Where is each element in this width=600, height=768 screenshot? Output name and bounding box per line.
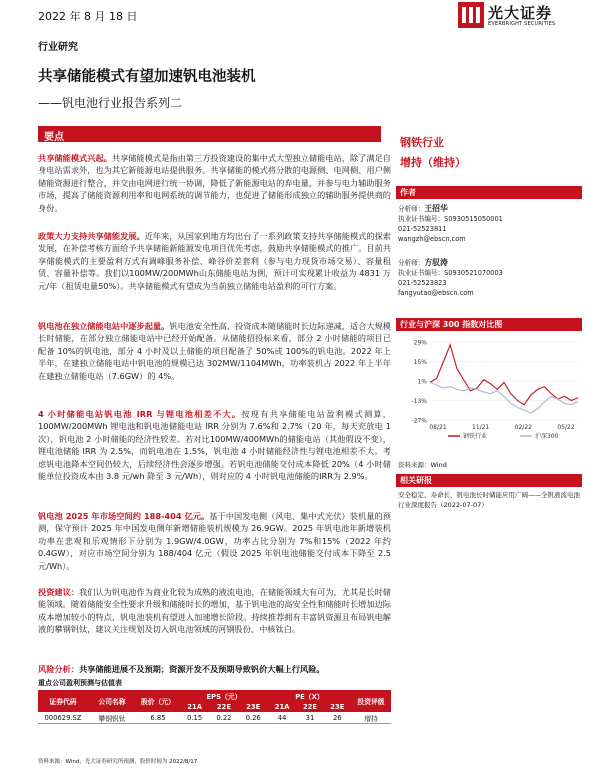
- x-tick-label: 05/22: [557, 424, 575, 431]
- table-header-cell: 23E: [324, 701, 351, 712]
- chart-heading: 行业与沪深 300 指数对比图: [400, 320, 503, 329]
- analyst-license: 执业证书编号：S0930515050001: [398, 215, 503, 223]
- industry-name: 钢铁行业: [400, 136, 444, 149]
- report-category: 行业研究: [38, 42, 78, 53]
- y-tick-label: 1%: [417, 378, 427, 386]
- analyst-name: 方驭涛: [424, 258, 448, 267]
- table-header-cell: 22E: [296, 701, 323, 712]
- x-tick-label: 11/21: [472, 424, 490, 431]
- authors-heading-bar: [396, 186, 582, 199]
- analyst-license: 执业证书编号：S0930521070003: [398, 269, 503, 277]
- series-line: [430, 382, 578, 413]
- related-heading: 相关研报: [400, 476, 432, 485]
- analyst-email[interactable]: fangyutao@ebscn.com: [398, 289, 474, 297]
- paragraph-body: 基于中国发电侧（风电、集中式光伏）装机量的预测，保守预计 2025 年中国发电侧年新增储能装机规模为 26.9GW。2025 年钒电池年新增装机功率在悲观和乐观情形下分别为 1.9GW/4.0GW，功率占比分别为 7%和15%（2022 年约 0.4GW），对应市场空间分别为 188/404 亿元（假设 2025 年钒电池储能交付成本下降至 2.5 元/Wh）。: [38, 511, 391, 571]
- analyst-phone: 021-52523811: [398, 225, 447, 233]
- analyst-label: 分析师：: [398, 259, 425, 267]
- table-title: 重点公司盈利预测与估值表: [38, 679, 122, 687]
- related-heading-bar: [396, 474, 582, 487]
- analyst-phone: 021-52523823: [398, 279, 447, 287]
- paragraph-4: [38, 408, 391, 482]
- paragraph-3: [38, 320, 391, 382]
- paragraph-1: [38, 152, 391, 214]
- analyst-name: 王招华: [424, 204, 448, 213]
- table-cell: 44: [277, 713, 287, 722]
- paragraph-lead: 4 小时储能电站钒电池 IRR 与锂电池相差不大。: [38, 409, 242, 419]
- paragraph-lead: 共享储能模式兴起。: [38, 153, 112, 163]
- paragraph-lead: 投资建议：: [38, 587, 80, 597]
- table-header-cell: 公司名称: [88, 690, 136, 712]
- paragraph-5: [38, 510, 391, 572]
- risk-label: 风险分析：: [38, 664, 79, 674]
- table-cell: 26: [332, 713, 342, 722]
- table-cell: 0.26: [245, 713, 261, 722]
- table-header-cell: 21A: [180, 701, 209, 712]
- investment-rating: 增持（维持）: [400, 156, 466, 169]
- table-cell: 6.85: [150, 713, 166, 722]
- analyst-email[interactable]: wangzh@ebscn.com: [398, 235, 466, 243]
- paragraph-body: 近年来，从国家到地方均出台了一系列政策支持共享储能模式的探索发展，在补偿考核方面给予共享储能新能源发电项目优先考虑，鼓励共享储能模式的推广。目前共享储能模式的主要盈利方式有调峰服务补偿、峰谷价差套利（参与电力现货市场交易）、容量租赁、容量补偿等。我们以100MW/200MWh山东储能电站为例，预计可实现累计收益为 4831 万元/年（租赁电量50%）。共享储能模式有望成为当前独立储能电站盈利的可行方案。: [38, 231, 391, 291]
- legend-label: 沪深300: [535, 433, 559, 440]
- chart-heading-bar: [396, 318, 582, 331]
- paragraph-body: 按现有共享储能电站盈利模式测算，100MW/200MWh 锂电池和钒电池储能电站 IRR 分别为 7.6%和 2.7%（20 年，每天充放电 1 次），钒电池 2 小时储能的经济性较差。若对比100MW/400MWh的储能电站（其他假设不变），锂电池储能 IRR 为 2.5%，而钒电池在 1.5%，钒电池 4 小时储能经济性与锂电池相差不大。考虑钒电池降本空间仍较大，后续经济性会逐步增强。若钒电池储能交付成本降低 20%（4 小时储能单位投资成本由 3.8 元/wh 降至 3 元/Wh），则对应的 4 小时钒电池储能的IRR为 2.9%。: [38, 409, 391, 482]
- brand-name-cn: 光大证券: [488, 4, 553, 22]
- paragraph-lead: 钒电池在独立储能电站中逐步起量。: [38, 321, 170, 331]
- related-report[interactable]: 安全稳定、寿命长，钒电池长时储能应用广阔——全钒液流电池行业深度报告（2022-07-07）: [398, 491, 580, 509]
- brand-name-en: EVERBRIGHT SECURITIES: [488, 21, 556, 27]
- table-header-row: [38, 690, 391, 701]
- brand-logo: [458, 2, 598, 28]
- paragraph-body: 共享储能模式是指由第三方投资建设的集中式大型独立储能电站，除了满足自身电站需求外，也为其它新能源电站提供服务。共享储能的模式将分散的电源侧、电网侧、用户侧储能资源进行整合，并交由电网进行统一协调，降低了新能源电站的弃电量，并参与电力辅助服务市场，提高了储能资源利用率和电网系统的调节能力，也促进了储能形成独立的辅助服务提供商的身份。: [38, 153, 391, 213]
- risk-analysis: [38, 664, 325, 675]
- risk-text: 共享储能进展不及预期；资源开发不及预期导致钒价大幅上行风险。: [78, 664, 325, 674]
- table-cell: 000629.SZ: [44, 713, 82, 722]
- table-cell: 攀钢钒钛: [98, 714, 126, 723]
- table-cell: 0.15: [187, 713, 203, 722]
- paragraph-lead: 钒电池 2025 年市场空间约 188-404 亿元。: [38, 511, 210, 521]
- table-header-cell: 23E: [239, 701, 268, 712]
- y-tick-label: 29%: [413, 339, 427, 347]
- table-cell: 31: [305, 713, 315, 722]
- paragraph-lead: 政策大力支持共享储能发展。: [38, 231, 145, 241]
- table-header-cell: 21A: [268, 701, 297, 712]
- report-date: 2022 年 8 月 18 日: [38, 10, 138, 23]
- table-cell: 增持: [364, 714, 378, 723]
- valuation-table: [38, 690, 391, 724]
- performance-chart: [398, 334, 586, 444]
- y-tick-label: -13%: [411, 398, 427, 405]
- summary-heading-bar: [38, 126, 381, 142]
- x-tick-label: 02/22: [514, 424, 532, 431]
- y-tick-label: -27%: [411, 417, 427, 425]
- paragraph-body: 我们认为钒电池作为商业化较为成熟的液流电池，在储能领域大有可为，尤其是长时储能领域。随着储能安全性要求升级和储能时长的增加，基于钒电池的高安全性和储能时长增加边际成本增加较小的特点，钒电池装机有望进入加速增长阶段。持续推荐拥有丰富钒资源且布局钒电解液的攀钢钒钛，建议关注规划及切入钒电池领域的河钢股份、中核钛白。: [38, 587, 391, 635]
- sidebar-rating-block: [400, 133, 466, 173]
- table-header-cell: EPS（元）: [180, 690, 268, 701]
- authors-heading: 作者: [400, 188, 416, 197]
- table-header-cell: PE（X）: [268, 690, 351, 701]
- x-tick-label: 08/21: [429, 424, 447, 431]
- y-tick-label: 15%: [413, 359, 427, 366]
- legend-label: 钢铁行业: [463, 433, 488, 440]
- table-header-cell: 投资评级: [351, 690, 391, 712]
- summary-heading: 要点: [44, 132, 64, 143]
- paragraph-body: 钒电池安全性高、投资成本随储能时长边际递减，适合大规模长时储能，在部分独立储能电站中已经开始配备。从储能招投标来看，部分 2 小时储能的项目已配备 10%的钒电池，部分 4 小时及以上储能的项目配备了 50%或 100%的钒电池。2022 年上半年，在建独立储能电站中钒电池的规模已达 302MW/1104MWh，功率装机占 2022 年上半年在建独立储能电站（7.6GW）的 4%。: [38, 321, 391, 381]
- report-subtitle: ——钒电池行业报告系列二: [38, 96, 183, 110]
- table-cell: 0.22: [216, 713, 232, 722]
- table-row: [38, 712, 391, 724]
- analyst-card: [398, 258, 503, 298]
- table-header-cell: 22E: [209, 701, 238, 712]
- brand-mark-icon: [458, 2, 484, 28]
- analyst-card: [398, 204, 503, 244]
- chart-source: 资料来源：Wind: [398, 461, 447, 469]
- table-header-cell: 股价（元）: [136, 690, 180, 712]
- analyst-label: 分析师：: [398, 205, 425, 213]
- table-source: 资料来源：Wind，光大证券研究所预测，股价时间为 2022/8/17: [38, 759, 198, 765]
- table-header-cell: 证券代码: [38, 690, 88, 712]
- report-title: 共享储能模式有望加速钒电池装机: [38, 69, 256, 85]
- paragraph-6: [38, 586, 391, 636]
- paragraph-2: [38, 230, 391, 292]
